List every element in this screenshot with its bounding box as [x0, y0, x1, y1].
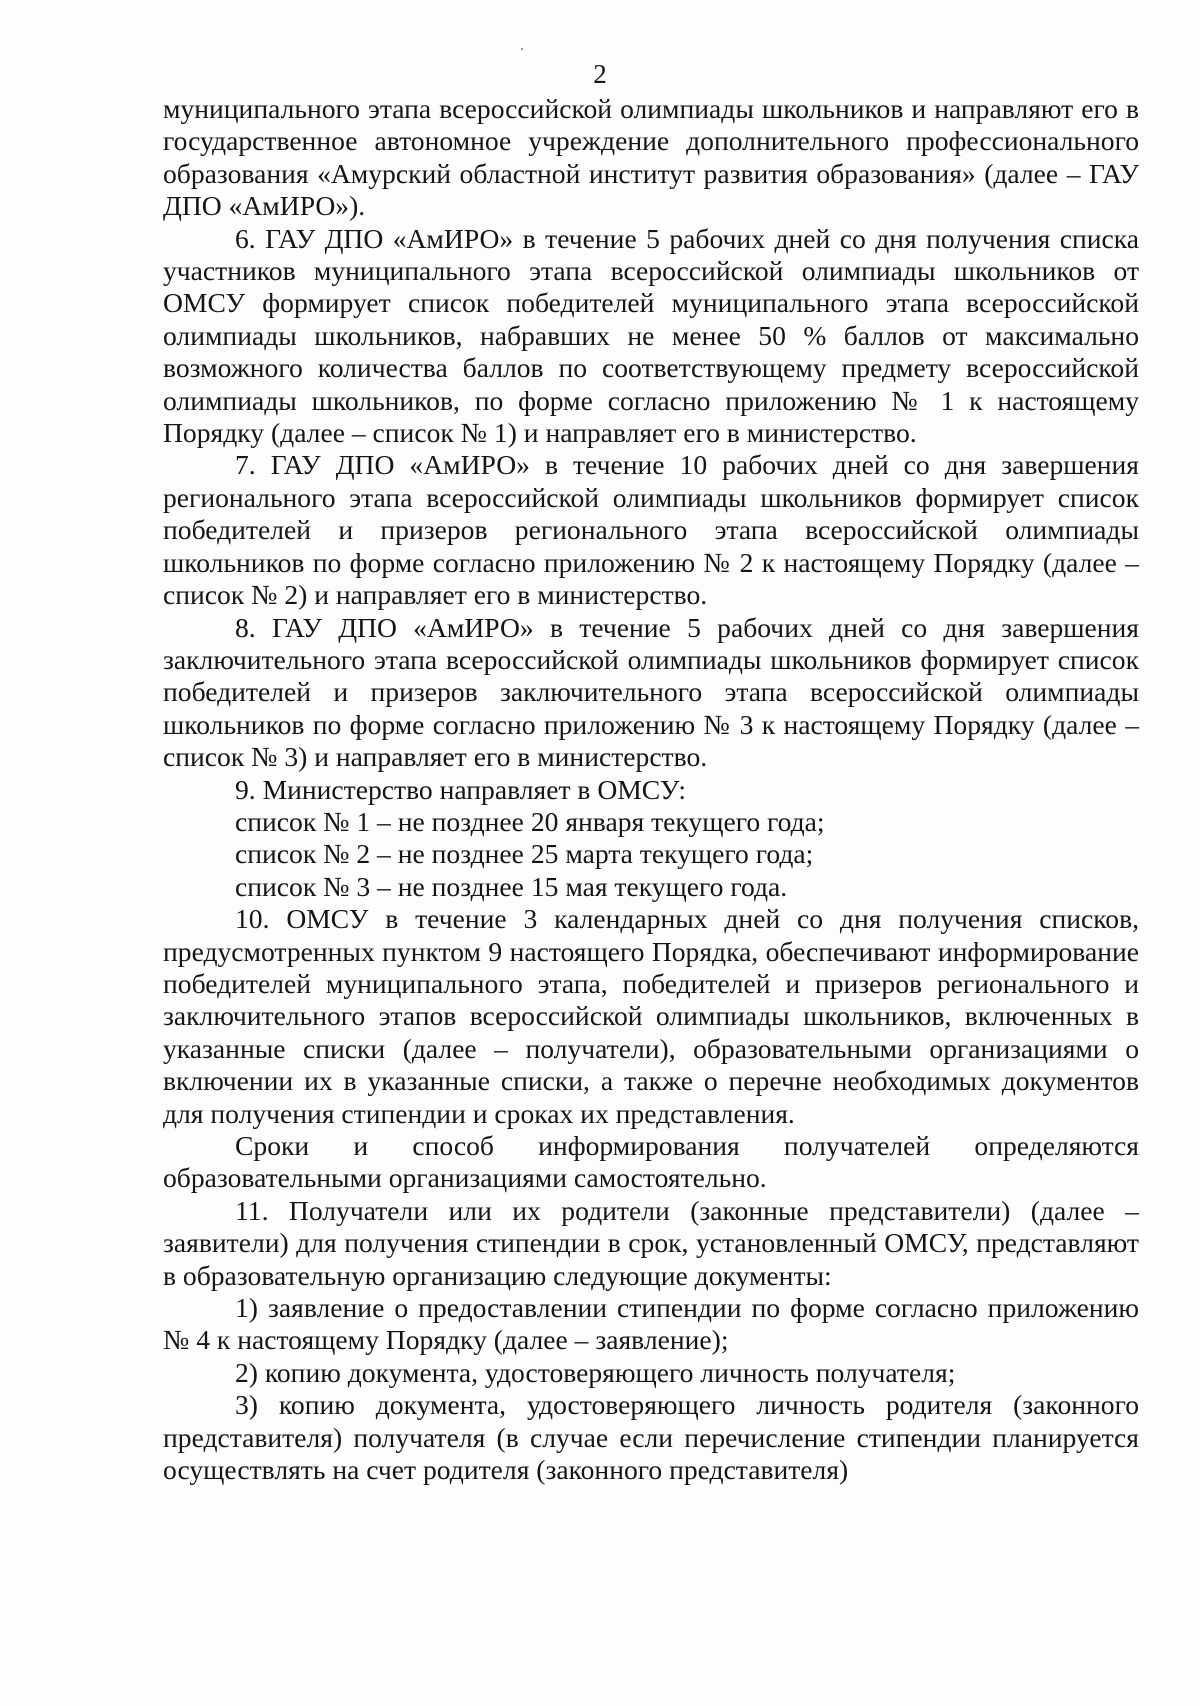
paragraph-list-2-deadline: список № 2 – не позднее 25 марта текущего года; — [235, 838, 814, 870]
paragraph-item-7: 7. ГАУ ДПО «АмИРО» в течение 10 рабочих дней со дня завершения регионального этапа всероссийской олимпиады школьников формирует список победителей и призеров регионального этапа всероссийской олимпиады школьников по форме согласно приложению № 2 к настоящему Порядку (далее – список № 2) и направляет его в министерство. — [163, 449, 1139, 611]
paragraph-list-3-deadline: список № 3 – не позднее 15 мая текущего года. — [235, 870, 788, 902]
paragraph-list-1-deadline: список № 1 – не позднее 20 января текущего года; — [235, 805, 825, 837]
scan-speck — [521, 48, 523, 50]
paragraph-item-9: 9. Министерство направляет в ОМСУ: — [235, 773, 686, 805]
paragraph-item-6: 6. ГАУ ДПО «АмИРО» в течение 5 рабочих дней со дня получения списка участников муниципального этапа всероссийской олимпиады школьников от ОМСУ формирует список победителей муниципального этапа всероссийской олимпиады школьников, набравших не менее 50 % баллов от максимально возможного количества баллов по соответствующему предмету всероссийской олимпиады школьников, по форме согласно приложению № 1 к настоящему Порядку (далее – список № 1) и направляет его в министерство. — [163, 222, 1139, 449]
paragraph-subitem-3: 3) копию документа, удостоверяющего личность родителя (законного представителя) получателя (в случае если перечисление стипендии планируется осуществлять на счет родителя (законного представителя) — [163, 1389, 1139, 1486]
document-body — [163, 93, 1139, 1486]
paragraph-item-10: 10. ОМСУ в течение 3 календарных дней со дня получения списков, предусмотренных пунктом 9 настоящего Порядка, обеспечивают информирование победителей муниципального этапа, победителей и призеров регионального и заключительного этапов всероссийской олимпиады школьников, включенных в указанные списки (далее – получатели), образовательными организациями о включении их в указанные списки, а также о перечне необходимых документов для получения стипендии и сроках их представления. — [163, 903, 1139, 1129]
paragraph-subitem-2: 2) копию документа, удостоверяющего личность получателя; — [235, 1356, 956, 1388]
page-number: 2 — [593, 59, 607, 89]
paragraph-subitem-1: 1) заявление о предоставлении стипендии по форме согласно приложению № 4 к настоящему Порядку (далее – заявление); — [163, 1292, 1139, 1356]
paragraph-informing-terms: Сроки и способ информирования получателей определяются образовательными организациями самостоятельно. — [163, 1130, 1139, 1194]
paragraph-item-8: 8. ГАУ ДПО «АмИРО» в течение 5 рабочих дней со дня завершения заключительного этапа всероссийской олимпиады школьников формирует список победителей и призеров заключительного этапа всероссийской олимпиады школьников по форме согласно приложению № 3 к настоящему Порядку (далее – список № 3) и направляет его в министерство. — [163, 611, 1139, 773]
paragraph-item-11: 11. Получатели или их родители (законные представители) (далее – заявители) для получения стипендии в срок, установленный ОМСУ, представляют в образовательную организацию следующие документы: — [163, 1194, 1139, 1291]
paragraph-continuation: муниципального этапа всероссийской олимпиады школьников и направляют его в государственное автономное учреждение дополнительного профессионального образования «Амурский областной институт развития образования» (далее – ГАУ ДПО «АмИРО»). — [163, 93, 1139, 222]
